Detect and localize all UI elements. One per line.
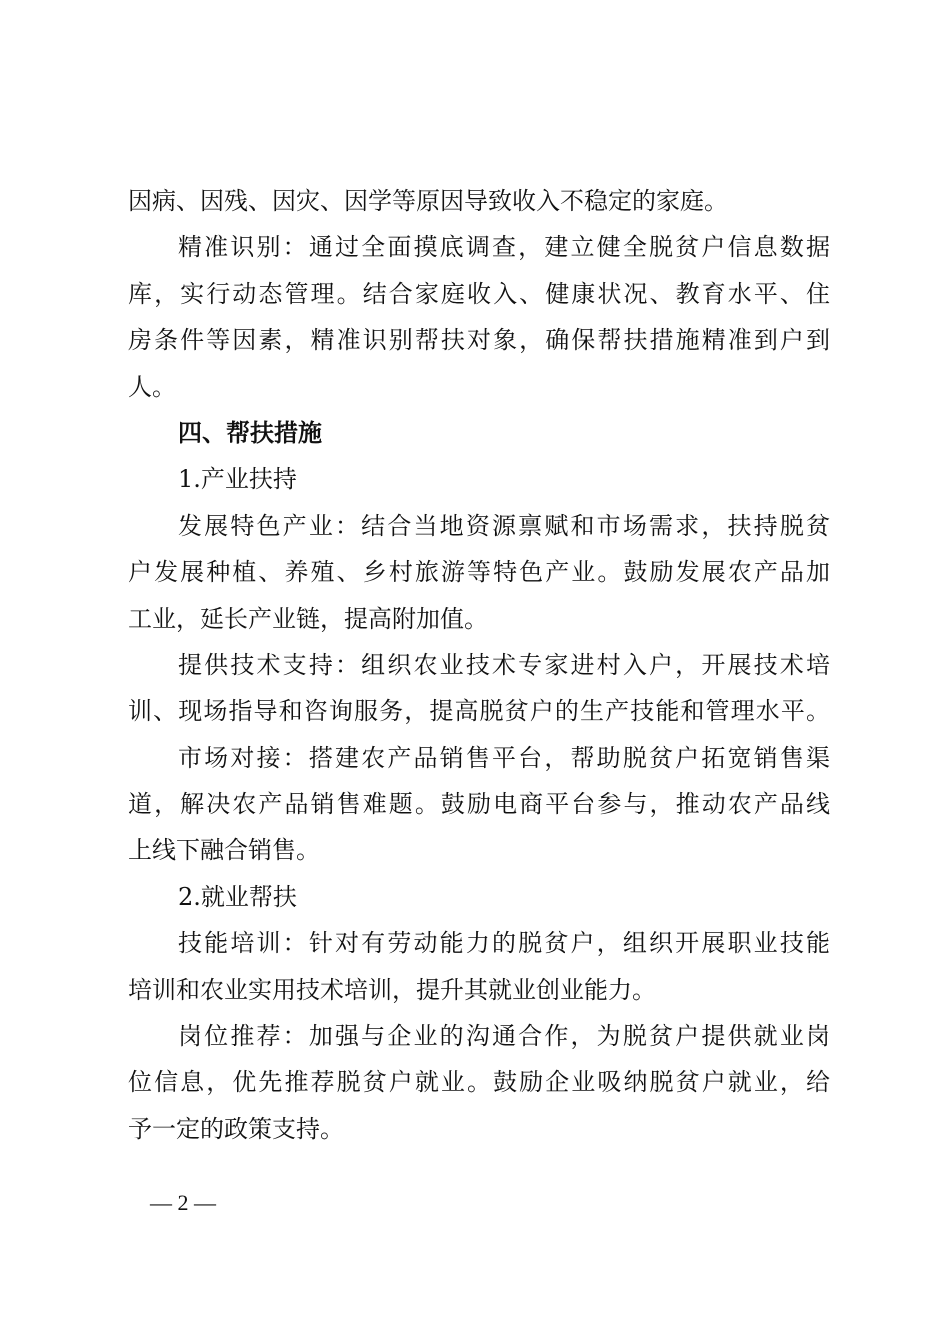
- paragraph-line: 提供技术支持：组织农业技术专家进村入户，开展技术培: [178, 650, 830, 679]
- subsection-heading: 2.就业帮扶: [178, 882, 297, 911]
- paragraph-line: 上线下融合销售。: [128, 836, 320, 865]
- document-body: [128, 178, 830, 1152]
- paragraph-line: 训、现场指导和咨询服务，提高脱贫户的生产技能和管理水平。: [128, 697, 830, 726]
- paragraph-line: 发展特色产业：结合当地资源禀赋和市场需求，扶持脱贫: [178, 511, 830, 540]
- paragraph-line: 道，解决农产品销售难题。鼓励电商平台参与，推动农产品线: [128, 790, 830, 819]
- page-number: — 2 —: [150, 1190, 216, 1215]
- section-heading: 四、帮扶措施: [178, 417, 322, 447]
- paragraph-line: 市场对接：搭建农产品销售平台，帮助脱贫户拓宽销售渠: [178, 743, 830, 772]
- paragraph-line: 予一定的政策支持。: [128, 1114, 344, 1143]
- paragraph-line: 户发展种植、养殖、乡村旅游等特色产业。鼓励发展农产品加: [128, 558, 830, 587]
- paragraph-line: 人。: [128, 372, 176, 401]
- paragraph-line: 培训和农业实用技术培训，提升其就业创业能力。: [128, 975, 656, 1004]
- subsection-heading: 1.产业扶持: [178, 465, 297, 494]
- paragraph-line: 因病、因残、因灾、因学等原因导致收入不稳定的家庭。: [128, 187, 728, 215]
- paragraph-line: 精准识别：通过全面摸底调查，建立健全脱贫户信息数据: [178, 233, 830, 262]
- paragraph-line: 技能培训：针对有劳动能力的脱贫户，组织开展职业技能: [178, 929, 830, 958]
- paragraph-line: 库，实行动态管理。结合家庭收入、健康状况、教育水平、住: [128, 279, 830, 308]
- paragraph-line: 工业，延长产业链，提高附加值。: [128, 604, 488, 633]
- paragraph-line: 位信息，优先推荐脱贫户就业。鼓励企业吸纳脱贫户就业，给: [128, 1068, 830, 1097]
- paragraph-line: 房条件等因素，精准识别帮扶对象，确保帮扶措施精准到户到: [128, 326, 830, 355]
- paragraph-line: 岗位推荐：加强与企业的沟通合作，为脱贫户提供就业岗: [178, 1022, 830, 1051]
